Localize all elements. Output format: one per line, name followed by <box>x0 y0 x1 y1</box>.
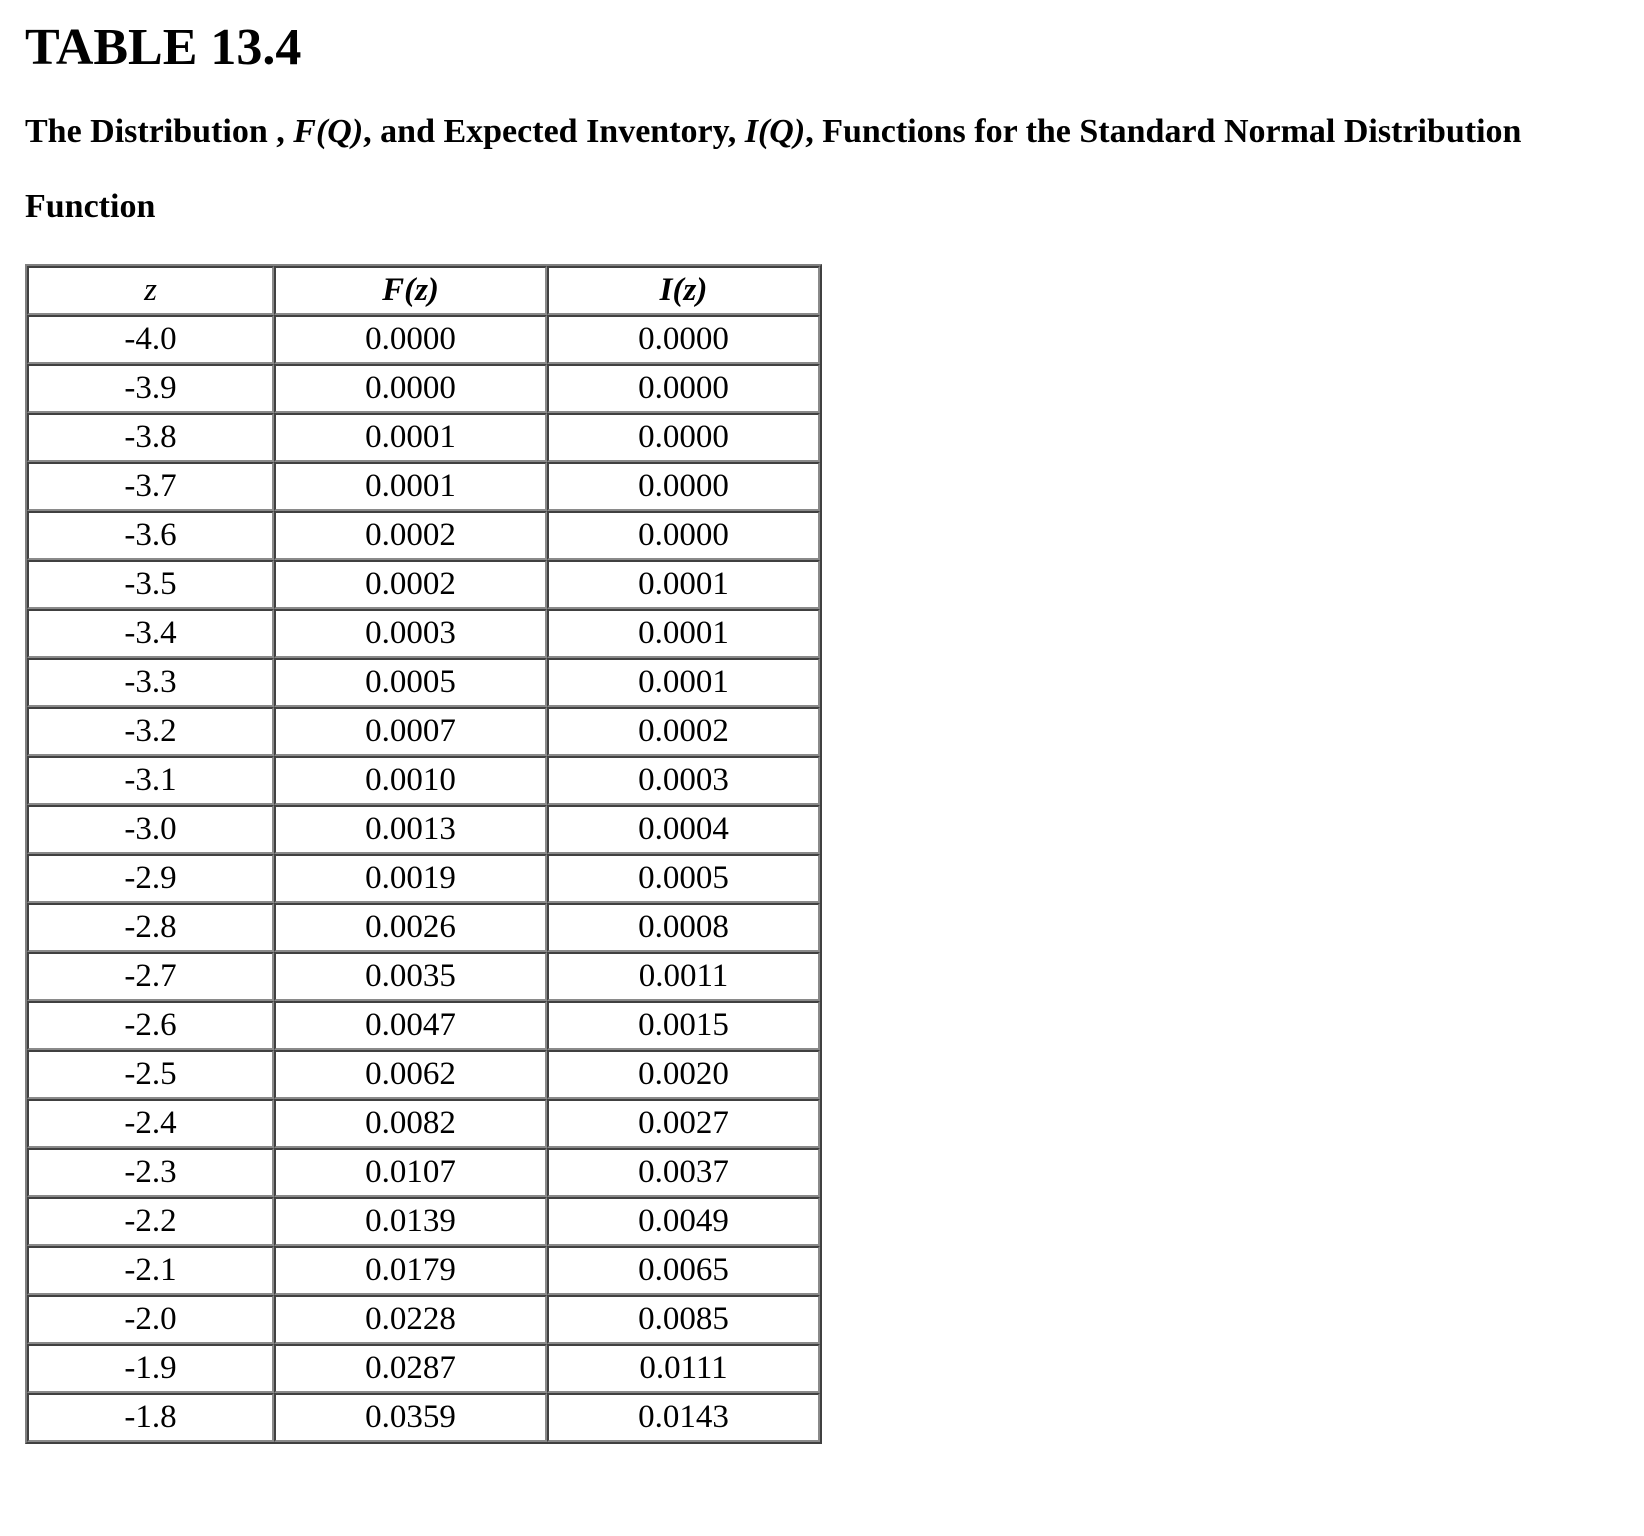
cell-i-z: 0.0008 <box>547 903 820 952</box>
normal-distribution-table <box>25 264 822 1444</box>
table-row <box>27 462 820 511</box>
table-row <box>27 413 820 462</box>
cell-z: -2.9 <box>27 854 274 903</box>
subtitle-part-2: , and Expected Inventory, <box>363 113 737 150</box>
cell-i-z: 0.0001 <box>547 609 820 658</box>
cell-f-z: 0.0228 <box>274 1295 547 1344</box>
cell-i-z: 0.0020 <box>547 1050 820 1099</box>
cell-z: -3.4 <box>27 609 274 658</box>
table-row <box>27 756 820 805</box>
cell-z: -2.7 <box>27 952 274 1001</box>
cell-i-z: 0.0111 <box>547 1344 820 1393</box>
cell-i-z: 0.0000 <box>547 511 820 560</box>
cell-f-z: 0.0026 <box>274 903 547 952</box>
cell-z: -3.2 <box>27 707 274 756</box>
cell-z: -4.0 <box>27 315 274 364</box>
header-i-z: I(z) <box>547 266 820 315</box>
table-row <box>27 1099 820 1148</box>
cell-f-z: 0.0000 <box>274 315 547 364</box>
cell-z: -3.6 <box>27 511 274 560</box>
table-row <box>27 903 820 952</box>
cell-i-z: 0.0000 <box>547 462 820 511</box>
cell-f-z: 0.0062 <box>274 1050 547 1099</box>
table-row <box>27 805 820 854</box>
cell-i-z: 0.0015 <box>547 1001 820 1050</box>
cell-f-z: 0.0287 <box>274 1344 547 1393</box>
cell-f-z: 0.0001 <box>274 413 547 462</box>
cell-f-z: 0.0003 <box>274 609 547 658</box>
cell-i-z: 0.0004 <box>547 805 820 854</box>
table-body <box>27 315 820 1442</box>
cell-z: -1.8 <box>27 1393 274 1442</box>
table-row <box>27 364 820 413</box>
cell-z: -3.3 <box>27 658 274 707</box>
cell-z: -2.3 <box>27 1148 274 1197</box>
table-row <box>27 560 820 609</box>
cell-z: -2.8 <box>27 903 274 952</box>
table-row <box>27 1295 820 1344</box>
cell-f-z: 0.0010 <box>274 756 547 805</box>
cell-z: -2.6 <box>27 1001 274 1050</box>
cell-z: -3.0 <box>27 805 274 854</box>
cell-i-z: 0.0011 <box>547 952 820 1001</box>
cell-z: -3.8 <box>27 413 274 462</box>
table-row <box>27 1246 820 1295</box>
cell-f-z: 0.0179 <box>274 1246 547 1295</box>
cell-i-z: 0.0065 <box>547 1246 820 1295</box>
cell-i-z: 0.0003 <box>547 756 820 805</box>
cell-f-z: 0.0359 <box>274 1393 547 1442</box>
cell-z: -1.9 <box>27 1344 274 1393</box>
subtitle-part-1: The Distribution , <box>25 113 285 150</box>
table-row <box>27 1050 820 1099</box>
header-z: z <box>27 266 274 315</box>
cell-f-z: 0.0005 <box>274 658 547 707</box>
cell-i-z: 0.0085 <box>547 1295 820 1344</box>
cell-f-z: 0.0107 <box>274 1148 547 1197</box>
cell-f-z: 0.0002 <box>274 511 547 560</box>
cell-i-z: 0.0000 <box>547 364 820 413</box>
cell-f-z: 0.0019 <box>274 854 547 903</box>
cell-z: -2.0 <box>27 1295 274 1344</box>
cell-i-z: 0.0143 <box>547 1393 820 1442</box>
cell-i-z: 0.0000 <box>547 315 820 364</box>
cell-f-z: 0.0082 <box>274 1099 547 1148</box>
header-f-z: F(z) <box>274 266 547 315</box>
table-row <box>27 609 820 658</box>
i-symbol: I(Q) <box>744 113 806 150</box>
cell-f-z: 0.0000 <box>274 364 547 413</box>
cell-i-z: 0.0049 <box>547 1197 820 1246</box>
cell-z: -3.9 <box>27 364 274 413</box>
table-row <box>27 658 820 707</box>
table-row <box>27 952 820 1001</box>
header-row <box>27 266 820 315</box>
cell-i-z: 0.0001 <box>547 560 820 609</box>
table-subtitle-line-2: Function <box>25 188 156 225</box>
table-subtitle <box>25 112 1521 152</box>
table-row <box>27 1344 820 1393</box>
cell-z: -3.5 <box>27 560 274 609</box>
cell-f-z: 0.0139 <box>274 1197 547 1246</box>
table-row <box>27 511 820 560</box>
cell-z: -3.7 <box>27 462 274 511</box>
cell-f-z: 0.0007 <box>274 707 547 756</box>
cell-f-z: 0.0013 <box>274 805 547 854</box>
table-row <box>27 1393 820 1442</box>
table-row <box>27 1148 820 1197</box>
table-row <box>27 315 820 364</box>
cell-f-z: 0.0035 <box>274 952 547 1001</box>
cell-i-z: 0.0037 <box>547 1148 820 1197</box>
table-row <box>27 1001 820 1050</box>
cell-i-z: 0.0005 <box>547 854 820 903</box>
cell-f-z: 0.0001 <box>274 462 547 511</box>
table-number: TABLE 13.4 <box>25 19 302 76</box>
table-row <box>27 707 820 756</box>
cell-z: -3.1 <box>27 756 274 805</box>
cell-z: -2.2 <box>27 1197 274 1246</box>
f-symbol: F(Q) <box>293 113 364 150</box>
cell-i-z: 0.0002 <box>547 707 820 756</box>
table-row <box>27 1197 820 1246</box>
cell-z: -2.1 <box>27 1246 274 1295</box>
table-row <box>27 854 820 903</box>
cell-f-z: 0.0002 <box>274 560 547 609</box>
subtitle-part-3: , Functions for the Standard Normal Distribution <box>805 113 1522 150</box>
cell-z: -2.5 <box>27 1050 274 1099</box>
cell-i-z: 0.0027 <box>547 1099 820 1148</box>
cell-z: -2.4 <box>27 1099 274 1148</box>
cell-i-z: 0.0001 <box>547 658 820 707</box>
cell-f-z: 0.0047 <box>274 1001 547 1050</box>
cell-i-z: 0.0000 <box>547 413 820 462</box>
